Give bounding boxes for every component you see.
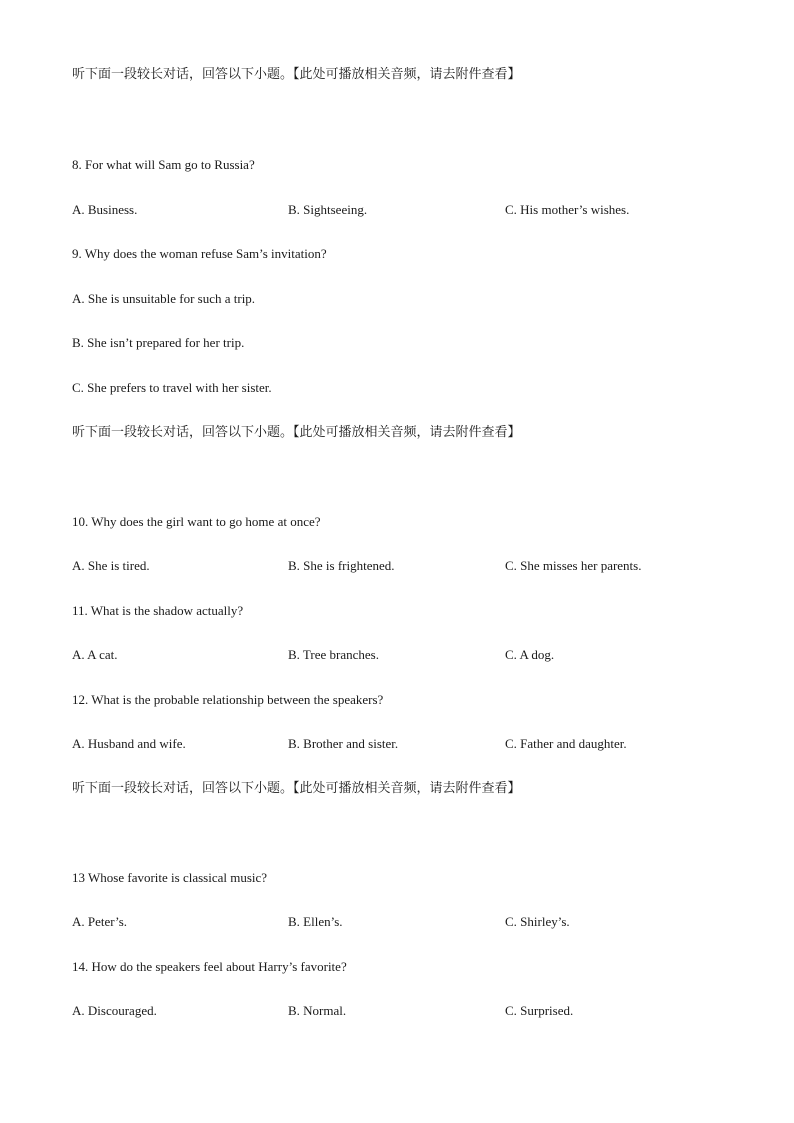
option-b: B. She is frightened. [288, 558, 395, 573]
question-stem: 10. Why does the girl want to go home at once? [72, 514, 321, 529]
option-c: C. His mother’s wishes. [505, 202, 630, 217]
option-b: B. Brother and sister. [288, 736, 399, 751]
option-a: A. She is unsuitable for such a trip. [72, 291, 256, 306]
option-c: C. She prefers to travel with her sister. [72, 380, 272, 395]
section-instruction: 听下面一段较长对话，回答以下小题。【此处可播放相关音频，请去附件查看】 [72, 781, 521, 796]
option-b: B. Tree branches. [288, 647, 379, 662]
option-b: B. Sightseeing. [288, 202, 368, 217]
section-instruction: 听下面一段较长对话，回答以下小题。【此处可播放相关音频，请去附件查看】 [72, 67, 521, 82]
option-c: C. Shirley’s. [505, 914, 570, 929]
option-a: A. Husband and wife. [72, 736, 186, 751]
option-a: A. A cat. [72, 647, 118, 662]
option-a: A. She is tired. [72, 558, 150, 573]
option-a: A. Peter’s. [72, 914, 128, 929]
option-a: A. Discouraged. [72, 1003, 157, 1018]
question-stem: 9. Why does the woman refuse Sam’s invitation? [72, 246, 327, 261]
option-b: B. Normal. [288, 1003, 347, 1018]
option-c: C. A dog. [505, 647, 555, 662]
option-b: B. She isn’t prepared for her trip. [72, 335, 245, 350]
section-instruction: 听下面一段较长对话，回答以下小题。【此处可播放相关音频，请去附件查看】 [72, 425, 521, 440]
question-stem: 11. What is the shadow actually? [72, 603, 244, 618]
question-stem: 8. For what will Sam go to Russia? [72, 157, 255, 172]
question-stem: 14. How do the speakers feel about Harry’s favorite? [72, 959, 347, 974]
question-stem: 13 Whose favorite is classical music? [72, 870, 268, 885]
option-a: A. Business. [72, 202, 138, 217]
option-c: C. Father and daughter. [505, 736, 627, 751]
option-b: B. Ellen’s. [288, 914, 343, 929]
question-stem: 12. What is the probable relationship between the speakers? [72, 692, 384, 707]
option-c: C. She misses her parents. [505, 558, 642, 573]
option-c: C. Surprised. [505, 1003, 574, 1018]
